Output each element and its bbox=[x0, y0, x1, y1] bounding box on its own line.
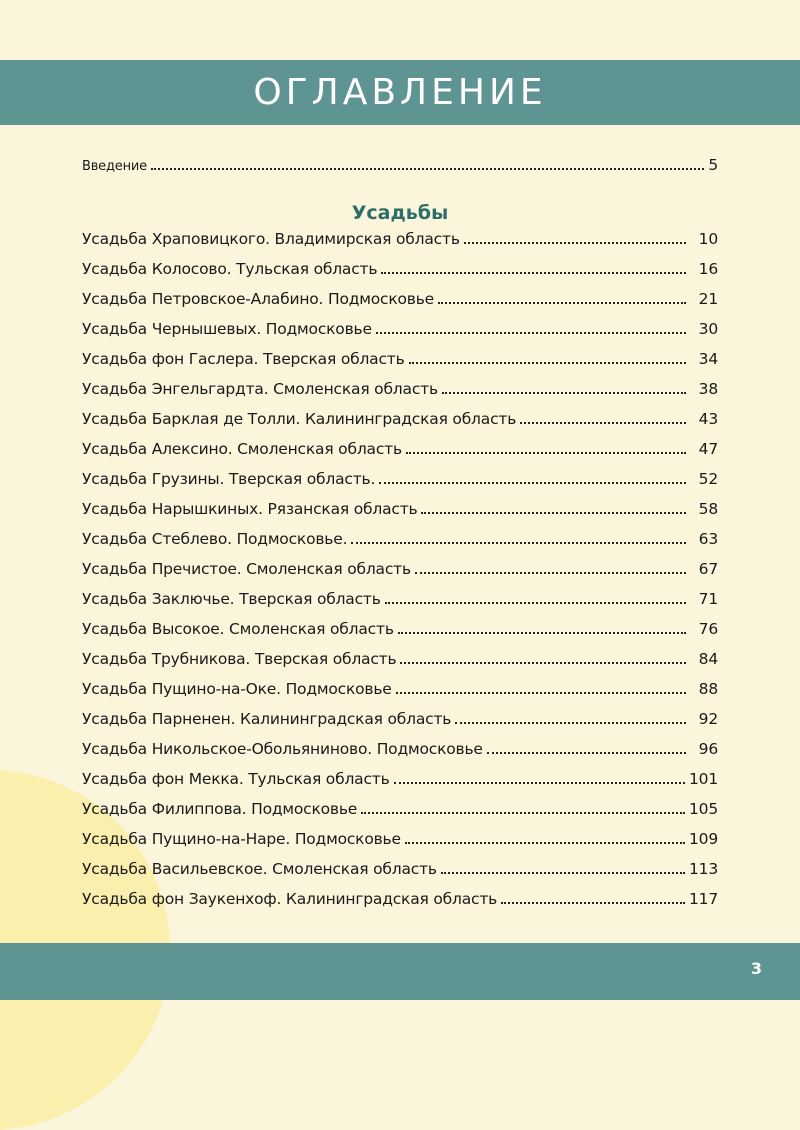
table-of-contents bbox=[82, 156, 718, 920]
toc-intro-row[interactable] bbox=[82, 156, 718, 186]
toc-entry-page: 101 bbox=[689, 770, 718, 788]
toc-entry-label: Усадьба Высокое. Смоленская область bbox=[82, 620, 394, 638]
toc-entry-page: 43 bbox=[698, 410, 718, 428]
page-title: ОГЛАВЛЕНИЕ bbox=[253, 72, 547, 113]
toc-entry[interactable] bbox=[82, 470, 718, 500]
toc-entry-page: 96 bbox=[698, 740, 718, 758]
dot-leader bbox=[151, 168, 704, 170]
toc-entry-label: Усадьба Парненен. Калининградская область bbox=[82, 710, 452, 728]
toc-entry-label: Усадьба Пречистое. Смоленская область bbox=[82, 560, 411, 578]
header-bar bbox=[0, 60, 800, 125]
toc-entry-page: 38 bbox=[698, 380, 718, 398]
toc-entry-label: Усадьба Филиппова. Подмосковье bbox=[82, 800, 358, 818]
toc-entry-page: 67 bbox=[698, 560, 718, 578]
toc-entry-label: Усадьба Колосово. Тульская область bbox=[82, 260, 378, 278]
toc-entry[interactable] bbox=[82, 290, 718, 320]
toc-entry-label: Усадьба Храповицкого. Владимирская область bbox=[82, 230, 460, 248]
toc-entry[interactable] bbox=[82, 650, 718, 680]
toc-entry-label: Усадьба Нарышкиных. Рязанская область bbox=[82, 500, 418, 518]
dot-leader bbox=[376, 332, 686, 334]
dot-leader bbox=[406, 452, 686, 454]
dot-leader bbox=[405, 842, 685, 844]
toc-entry-label: Усадьба Грузины. Тверская область. bbox=[82, 470, 376, 488]
toc-entry-label: Усадьба Алексино. Смоленская область bbox=[82, 440, 402, 458]
toc-entry[interactable] bbox=[82, 410, 718, 440]
toc-entry[interactable] bbox=[82, 590, 718, 620]
toc-entry-page: 113 bbox=[689, 860, 718, 878]
toc-entry-label: Усадьба Стеблево. Подмосковье. bbox=[82, 530, 348, 548]
dot-leader bbox=[415, 572, 686, 574]
toc-intro-page: 5 bbox=[708, 156, 718, 174]
dot-leader bbox=[464, 242, 686, 244]
toc-entry[interactable] bbox=[82, 890, 718, 920]
dot-leader bbox=[398, 632, 686, 634]
top-margin bbox=[0, 0, 800, 60]
toc-entry-page: 63 bbox=[698, 530, 718, 548]
toc-entry[interactable] bbox=[82, 380, 718, 410]
dot-leader bbox=[409, 362, 686, 364]
toc-entry-label: Усадьба Чернышевых. Подмосковье bbox=[82, 320, 372, 338]
toc-entry-label: Усадьба Васильевское. Смоленская область bbox=[82, 860, 437, 878]
toc-entry-label: Усадьба фон Заукенхоф. Калининградская область bbox=[82, 890, 498, 908]
toc-entry[interactable] bbox=[82, 770, 718, 800]
dot-leader bbox=[361, 812, 685, 814]
dot-leader bbox=[442, 392, 686, 394]
toc-entry[interactable] bbox=[82, 260, 718, 290]
toc-entry[interactable] bbox=[82, 230, 718, 260]
toc-entry[interactable] bbox=[82, 560, 718, 590]
toc-intro-label: Введение bbox=[82, 159, 147, 174]
toc-entry-page: 34 bbox=[698, 350, 718, 368]
toc-entry-page: 92 bbox=[698, 710, 718, 728]
toc-entry-page: 10 bbox=[698, 230, 718, 248]
toc-entry-label: Усадьба Пущино-на-Наре. Подмосковье bbox=[82, 830, 401, 848]
section-heading: Усадьбы bbox=[351, 202, 449, 224]
dot-leader bbox=[394, 782, 685, 784]
toc-entry[interactable] bbox=[82, 530, 718, 560]
dot-leader bbox=[379, 482, 686, 484]
toc-entry[interactable] bbox=[82, 740, 718, 770]
dot-leader bbox=[441, 872, 685, 874]
dot-leader bbox=[455, 722, 686, 724]
dot-leader bbox=[438, 302, 686, 304]
toc-entry-label: Усадьба фон Гаслера. Тверская область bbox=[82, 350, 405, 368]
toc-entry[interactable] bbox=[82, 830, 718, 860]
toc-entry-label: Усадьба Пущино-на-Оке. Подмосковье bbox=[82, 680, 392, 698]
toc-entry-page: 84 bbox=[698, 650, 718, 668]
toc-entry[interactable] bbox=[82, 500, 718, 530]
toc-entry-label: Усадьба Петровское-Алабино. Подмосковье bbox=[82, 290, 434, 308]
toc-entry-page: 109 bbox=[689, 830, 718, 848]
dot-leader bbox=[396, 692, 686, 694]
toc-entry-page: 30 bbox=[698, 320, 718, 338]
toc-entry-page: 105 bbox=[689, 800, 718, 818]
toc-entry-label: Усадьба Барклая де Толли. Калининградская область bbox=[82, 410, 517, 428]
toc-entry[interactable] bbox=[82, 440, 718, 470]
toc-entry-label: Усадьба Никольское-Обольяниново. Подмосковье bbox=[82, 740, 483, 758]
dot-leader bbox=[421, 512, 686, 514]
toc-entry-page: 88 bbox=[698, 680, 718, 698]
dot-leader bbox=[487, 752, 686, 754]
toc-entry-page: 76 bbox=[698, 620, 718, 638]
toc-entry-page: 16 bbox=[698, 260, 718, 278]
toc-entry-page: 47 bbox=[698, 440, 718, 458]
dot-leader bbox=[400, 662, 686, 664]
toc-entry[interactable] bbox=[82, 680, 718, 710]
toc-entry-label: Усадьба фон Мекка. Тульская область bbox=[82, 770, 390, 788]
toc-entry-label: Усадьба Заключье. Тверская область bbox=[82, 590, 381, 608]
toc-entry-page: 21 bbox=[698, 290, 718, 308]
toc-entry-label: Усадьба Трубникова. Тверская область bbox=[82, 650, 397, 668]
toc-entry[interactable] bbox=[82, 350, 718, 380]
dot-leader bbox=[351, 542, 686, 544]
toc-entries bbox=[82, 230, 718, 920]
toc-entry[interactable] bbox=[82, 620, 718, 650]
page-number: 3 bbox=[750, 959, 762, 978]
toc-entry[interactable] bbox=[82, 860, 718, 890]
footer-bar bbox=[0, 943, 800, 1000]
dot-leader bbox=[520, 422, 686, 424]
dot-leader bbox=[501, 902, 685, 904]
toc-entry-page: 71 bbox=[698, 590, 718, 608]
toc-entry[interactable] bbox=[82, 320, 718, 350]
toc-entry-page: 117 bbox=[689, 890, 718, 908]
toc-entry-page: 52 bbox=[698, 470, 718, 488]
toc-entry[interactable] bbox=[82, 800, 718, 830]
toc-entry-page: 58 bbox=[698, 500, 718, 518]
dot-leader bbox=[381, 272, 686, 274]
dot-leader bbox=[385, 602, 686, 604]
toc-entry-label: Усадьба Энгельгардта. Смоленская область bbox=[82, 380, 438, 398]
toc-entry[interactable] bbox=[82, 710, 718, 740]
